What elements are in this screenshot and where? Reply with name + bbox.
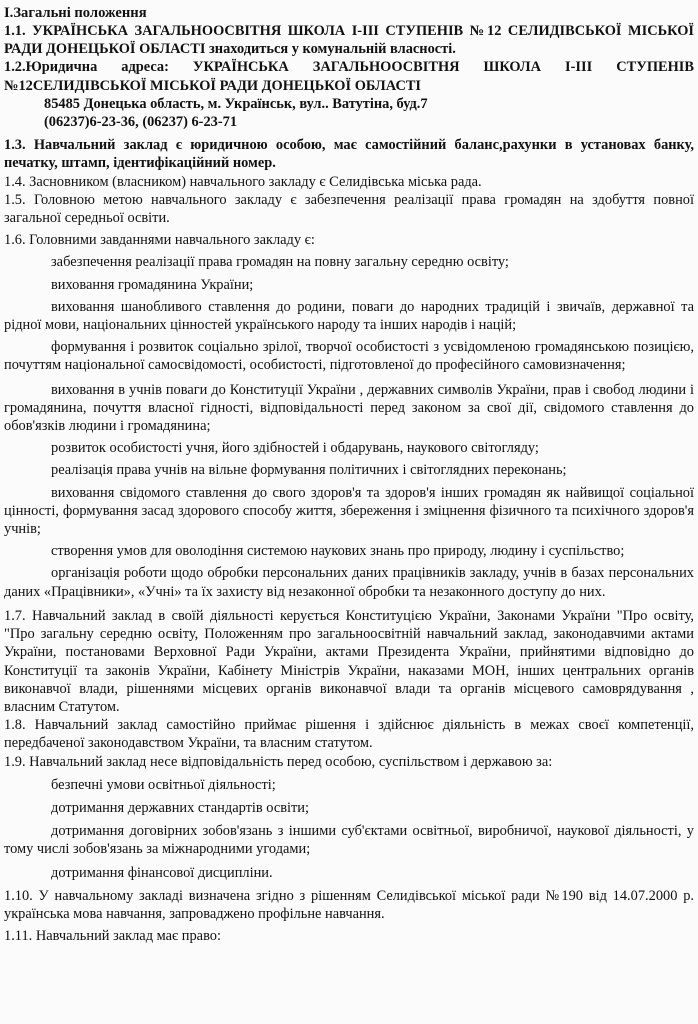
paragraph-1-4: 1.4. Засновником (власником) навчального закладу є Селидівська міська рада. (4, 173, 482, 190)
phone-line: (06237)6-23-36, (06237) 6-23-71 (44, 114, 238, 131)
task-item: створення умов для оволодіння системою наукових знань про природу, людину і суспільство; (51, 543, 625, 560)
task-item: забезпечення реалізації права громадян на повну загальну середню освіту; (51, 254, 509, 271)
task-item: виховання громадянина України; (51, 276, 254, 293)
paragraph-1-3: 1.3. Навчальний заклад є юридичною особою, має самостійний баланс,рахунки в установах банку, печатку, штамп, ідентифікаційний номер. (4, 137, 694, 172)
paragraph-1-7: 1.7. Навчальний заклад в своїй діяльності керується Конституцією України, Законами України "Про освіту, "Про загальну середню освіту, Положенням про загальноосвітній навчальний заклад, законодавчими актами України, постановами Верховної Ради України, актами Президента України, прийнятими відповідно до Конституції та законів України, Кабінету Міністрів України, наказами МОН, інших центральних органів виконавчої влади, рішеннями місцевих органів виконавчої влади та органів місцевого самоврядування , власним Статутом. (4, 607, 694, 715)
paragraph-1-1: 1.1. УКРАЇНСЬКА ЗАГАЛЬНООСВІТНЯ ШКОЛА І-ІІІ СТУПЕНІВ №12 СЕЛИДІВСЬКОЇ МІСЬКОЇ РАДИ ДОНЕЦЬКОЇ ОБЛАСТІ знаходиться у комунальній власності. (4, 23, 694, 58)
paragraph-1-8: 1.8. Навчальний заклад самостійно приймає рішення і здійснює діяльність в межах своєї компетенції, передбаченої законодавством України, та власним статутом. (4, 717, 694, 752)
paragraph-1-6: 1.6. Головними завданнями навчального закладу є: (4, 232, 315, 249)
task-item: виховання шанобливого ставлення до родини, поваги до народних традицій і звичаїв, державної та рідної мови, національних цінностей українського народу та інших народів і націй; (4, 298, 694, 334)
task-item: формування і розвиток соціально зрілої, творчої особистості з усвідомленою громадянською позицією, почуттям національної самосвідомості, особистості, підготовленої до професійного самовизначення; (4, 339, 694, 374)
responsibility-item: дотримання державних стандартів освіти; (51, 799, 309, 816)
paragraph-1-10: 1.10. У навчальному закладі визначена згідно з рішенням Селидівської міської ради №190 від 14.07.2000 р. українська мова навчання, запроваджено профільне навчання. (4, 887, 694, 922)
section-title: I.Загальні положення (4, 5, 147, 21)
task-item: виховання в учнів поваги до Конституції України , державних символів України, прав і свобод людини і громадянина, почуття власної гідності, відповідальності перед законом за свої дії, свідомого ставлення до обов'язків людини і громадянина; (4, 381, 694, 435)
paragraph-1-9: 1.9. Навчальний заклад несе відповідальність перед особою, суспільством і державою за: (4, 753, 553, 770)
responsibility-item: безпечні умови освітньої діяльності; (51, 776, 276, 793)
paragraph-1-5: 1.5. Головною метою навчального закладу є забезпечення реалізації права громадян на здобуття повної загальної середньої освіти. (4, 191, 694, 227)
task-item: реалізація права учнів на вільне формування політичних і світоглядних переконань; (51, 462, 567, 479)
paragraph-1-11: 1.11. Навчальний заклад має право: (4, 928, 221, 945)
responsibility-item: дотримання договірних зобов'язань з іншими суб'єктами освітньої, виробничої, наукової діяльності, у тому числі зобов'язань за міжнародними угодами; (4, 823, 694, 858)
task-item: організація роботи щодо обробки персональних даних працівників закладу, учнів в базах персональних даних «Працівники», «Учні» та їх захисту від незаконної обробки та незаконного доступу до них. (4, 565, 694, 600)
responsibility-item: дотримання фінансової дисципліни. (51, 864, 273, 881)
task-item: виховання свідомого ставлення до свого здоров'я та здоров'я інших громадян як найвищої соціальної цінності, формування засад здорового способу життя, збереження і зміцнення фізичного та психічного здоров'я учнів; (4, 484, 694, 538)
task-item: розвиток особистості учня, його здібностей і обдарувань, наукового світогляду; (51, 440, 539, 457)
address-line: 85485 Донецька область, м. Українськ, вул.. Ватутіна, буд.7 (44, 95, 428, 112)
paragraph-1-2: 1.2.Юридична адреса: УКРАЇНСЬКА ЗАГАЛЬНООСВІТНЯ ШКОЛА І-ІІІ СТУПЕНІВ №12СЕЛИДІВСЬКОЇ МІСЬКОЇ РАДИ ДОНЕЦЬКОЇ ОБЛАСТІ (4, 59, 694, 94)
